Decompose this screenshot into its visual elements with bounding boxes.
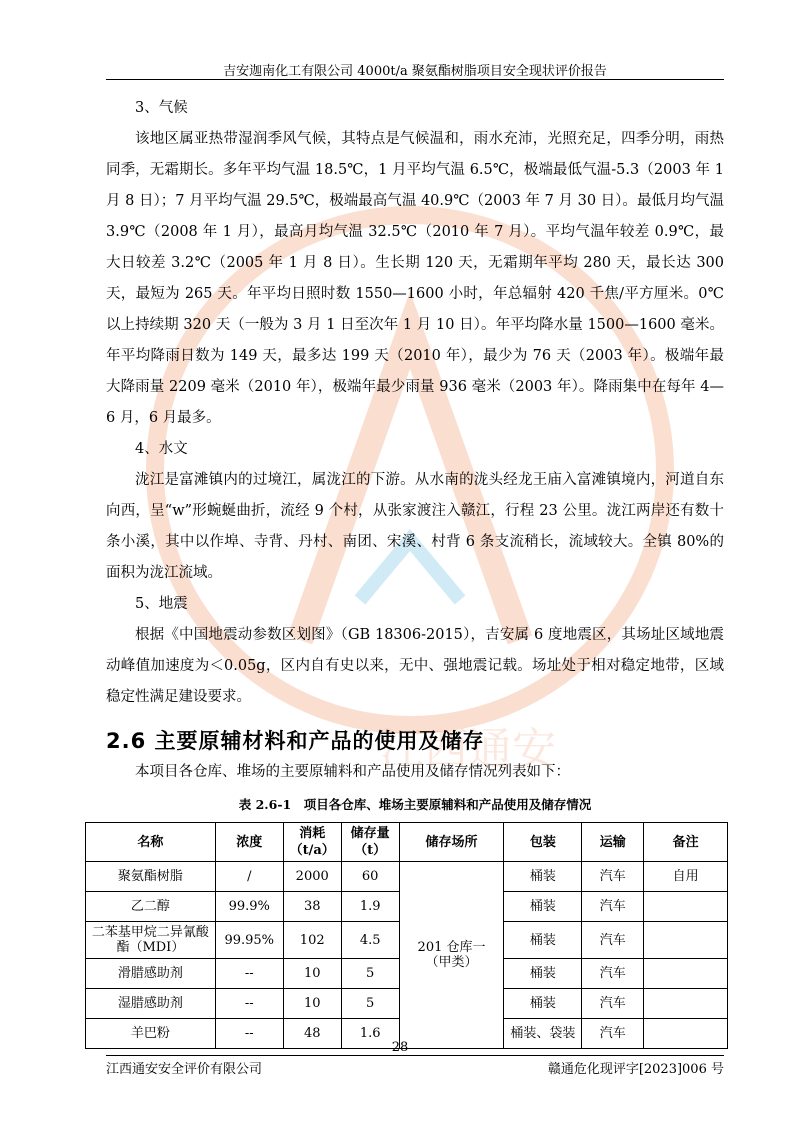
cell-storage: 5 — [341, 959, 399, 989]
col-header-packaging: 包装 — [504, 823, 582, 862]
hydrology-heading: 4、水文 — [135, 441, 188, 457]
cell-name: 羊巴粉 — [86, 1019, 216, 1049]
cell-remark — [644, 922, 728, 959]
col-header-location: 储存场所 — [399, 823, 504, 862]
col-header-consumption — [283, 823, 341, 862]
cell-concentration: -- — [215, 959, 283, 989]
hydrology-paragraph: 泷江是富滩镇内的过境江，属泷江的下游。从水南的泷头经龙王庙入富滩镇境内，河道自东向西，呈“w”形蜿蜒曲折，流经 9 个村，从张家渡注入赣江，行程 23 公里。泷江两岸还有数十条小溪，其中以作埠、寺背、丹村、南团、宋溪、村背 6 条支流稍长，流域较大。全镇 80%的面积为泷江流域。 — [106, 472, 724, 581]
footer-divider — [106, 1055, 724, 1056]
cell-consumption: 2000 — [283, 862, 341, 892]
cell-consumption: 102 — [283, 922, 341, 959]
cell-consumption: 10 — [283, 959, 341, 989]
col-header-storage-line1: 储存量 — [350, 826, 390, 841]
cell-remark — [644, 959, 728, 989]
page-header: 吉安迦南化工有限公司 4000t/a 聚氨酯树脂项目安全现状评价报告 — [223, 64, 607, 79]
header-divider — [106, 79, 724, 80]
cell-storage-location: 201 仓库一（甲类） — [399, 862, 504, 1049]
col-header-name: 名称 — [86, 823, 216, 862]
cell-concentration: -- — [215, 989, 283, 1019]
table-row — [86, 862, 728, 892]
footer-doc-number: 赣通危化现评字[2023]006 号 — [547, 1062, 724, 1077]
col-header-remark: 备注 — [644, 823, 728, 862]
cell-storage: 4.5 — [341, 922, 399, 959]
cell-transport: 汽车 — [582, 959, 644, 989]
cell-consumption: 10 — [283, 989, 341, 1019]
cell-transport: 汽车 — [582, 892, 644, 922]
col-header-concentration: 浓度 — [215, 823, 283, 862]
cell-consumption: 38 — [283, 892, 341, 922]
cell-storage: 1.9 — [341, 892, 399, 922]
cell-name: 湿腊感助剂 — [86, 989, 216, 1019]
cell-storage: 60 — [341, 862, 399, 892]
footer-company: 江西通安安全评价有限公司 — [106, 1062, 263, 1077]
cell-packaging: 桶装 — [504, 892, 582, 922]
cell-concentration: 99.9% — [215, 892, 283, 922]
cell-transport: 汽车 — [582, 922, 644, 959]
col-header-transport: 运输 — [582, 823, 644, 862]
earthquake-paragraph: 根据《中国地震动参数区划图》（GB 18306-2015），吉安属 6 度地震区，其场址区域地震动峰值加速度为＜0.05g，区内自有史以来，无中、强地震记载。场址处于相对稳定地带，区域稳定性满足建设要求。 — [106, 627, 724, 705]
body-content — [106, 93, 724, 713]
cell-concentration: 99.95% — [215, 922, 283, 959]
cell-packaging: 桶装、袋装 — [504, 1019, 582, 1049]
cell-packaging: 桶装 — [504, 862, 582, 892]
cell-name: 聚氨酯树脂 — [86, 862, 216, 892]
cell-transport: 汽车 — [582, 989, 644, 1019]
table-caption: 表 2.6-1 项目各仓库、堆场主要原辅料和产品使用及储存情况 — [238, 797, 592, 812]
cell-transport: 汽车 — [582, 862, 644, 892]
cell-packaging: 桶装 — [504, 922, 582, 959]
section-intro: 本项目各仓库、堆场的主要原辅料和产品使用及储存情况列表如下： — [135, 764, 570, 780]
cell-name: 滑腊感助剂 — [86, 959, 216, 989]
cell-packaging: 桶装 — [504, 959, 582, 989]
table-header-row — [86, 823, 728, 862]
watermark-center-text: 江西通安 — [380, 724, 556, 775]
cell-concentration: -- — [215, 1019, 283, 1049]
earthquake-heading: 5、地震 — [135, 596, 188, 612]
cell-remark — [644, 892, 728, 922]
col-header-storage-line2: （t） — [354, 843, 387, 858]
cell-transport: 汽车 — [582, 1019, 644, 1049]
cell-name: 二苯基甲烷二异氰酸酯（MDI） — [86, 922, 216, 959]
cell-storage: 1.6 — [341, 1019, 399, 1049]
section-heading-2-6: 2.6 主要原辅材料和产品的使用及储存 — [106, 729, 485, 753]
climate-heading: 3、气候 — [135, 100, 188, 116]
cell-concentration: / — [215, 862, 283, 892]
col-header-consumption-line1: 消耗 — [299, 826, 326, 841]
page-number: 28 — [391, 1040, 409, 1055]
climate-paragraph: 该地区属亚热带湿润季风气候，其特点是气候温和，雨水充沛，光照充足，四季分明，雨热同季，无霜期长。多年平均气温 18.5℃，1 月平均气温 6.5℃，极端最低气温-5.3（2003 年 1 月 8 日）；7 月平均气温 29.5℃，极端最高气温 40.9℃（2003 年 7 月 30 日）。最低月均气温 3.9℃（2008 年 1 月），最高月均气温 32.5℃（2010 年 7 月）。平均气温年较差 0.9℃，最大日较差 3.2℃（2005 年 1 月 8 日）。生长期 120 天，无霜期年平均 280 天，最长达 300 天，最短为 265 天。年平均日照时数 1550—1600 小时，年总辐射 420 千焦/平方厘米。0℃以上持续期 320 天（一般为 3 月 1 日至次年 1 月 10 日）。年平均降水量 1500—1600 毫米。年平均降雨日数为 149 天，最多达 199 天（2010 年），最少为 76 天（2003 年）。极端年最大降雨量 2209 毫米（2010 年），极端年最少雨量 936 毫米（2003 年）。降雨集中在每年 4—6 月，6 月最多。 — [106, 131, 724, 426]
col-header-consumption-line2: （t/a） — [289, 843, 335, 858]
cell-consumption: 48 — [283, 1019, 341, 1049]
cell-remark — [644, 989, 728, 1019]
col-header-storage — [341, 823, 399, 862]
cell-storage: 5 — [341, 989, 399, 1019]
materials-table — [85, 822, 728, 1049]
cell-name: 乙二醇 — [86, 892, 216, 922]
cell-remark: 自用 — [644, 862, 728, 892]
cell-packaging: 桶装 — [504, 989, 582, 1019]
